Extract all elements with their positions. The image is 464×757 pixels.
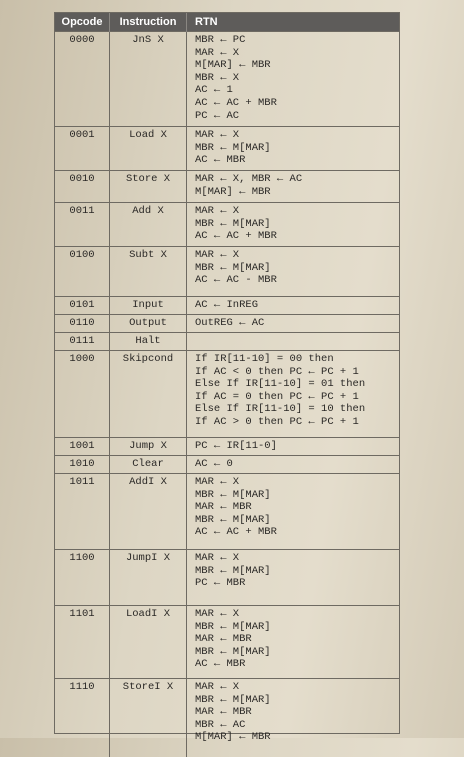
table-row — [55, 127, 399, 171]
instruction-cell: Store X — [110, 171, 187, 203]
rtn-line: MBR ← X — [195, 71, 240, 84]
instruction-cell: Clear — [110, 456, 187, 474]
opcode-cell: 1101 — [55, 606, 110, 679]
instruction-cell: AddI X — [110, 474, 187, 550]
instruction-cell: Halt — [110, 333, 187, 351]
table-row — [55, 351, 399, 438]
table-body — [55, 32, 399, 757]
opcode-cell: 1000 — [55, 351, 110, 438]
rtn-line: MBR ← AC — [195, 718, 246, 731]
rtn-line: AC ← AC + MBR — [195, 230, 277, 243]
rtn-line: MAR ← X — [195, 476, 240, 488]
opcode-cell: 0011 — [55, 203, 110, 247]
rtn-line: PC ← AC — [195, 109, 240, 122]
opcode-cell: 1110 — [55, 679, 110, 757]
rtn-cell — [187, 550, 400, 606]
rtn-cell — [187, 127, 400, 171]
rtn-line: MBR ← M[MAR] — [195, 693, 271, 706]
table-row — [55, 315, 399, 333]
rtn-line: If AC = 0 then PC ← PC + 1 — [195, 390, 359, 403]
rtn-header: RTN — [187, 13, 400, 32]
rtn-line: OutREG ← AC — [195, 317, 265, 329]
rtn-cell — [187, 679, 400, 757]
table-row — [55, 679, 399, 757]
rtn-line: PC ← IR[11-0] — [195, 440, 277, 452]
rtn-line: PC ← MBR — [195, 577, 246, 590]
opcode-cell: 0001 — [55, 127, 110, 171]
rtn-line: MAR ← X — [195, 552, 240, 564]
rtn-line: MAR ← MBR — [195, 633, 252, 646]
table-row — [55, 171, 399, 203]
rtn-line: M[MAR] ← MBR — [195, 59, 271, 72]
rtn-line: MBR ← M[MAR] — [195, 513, 271, 526]
rtn-line: MAR ← MBR — [195, 501, 252, 514]
rtn-line: MBR ← PC — [195, 34, 246, 46]
rtn-cell — [187, 247, 400, 297]
rtn-line: M[MAR] ← MBR — [195, 731, 271, 744]
table-row — [55, 606, 399, 679]
instruction-cell: Output — [110, 315, 187, 333]
rtn-line: AC ← 0 — [195, 458, 233, 470]
rtn-line: AC ← MBR — [195, 658, 246, 671]
rtn-line: MBR ← M[MAR] — [195, 645, 271, 658]
rtn-line: AC ← InREG — [195, 299, 259, 311]
rtn-line: MBR ← M[MAR] — [195, 620, 271, 633]
table-row — [55, 474, 399, 550]
rtn-line: AC ← 1 — [195, 84, 233, 97]
table-row — [55, 333, 399, 351]
rtn-line: Else If IR[11-10] = 10 then — [195, 403, 366, 416]
table-row — [55, 247, 399, 297]
instruction-cell: Load X — [110, 127, 187, 171]
rtn-line: AC ← AC + MBR — [195, 526, 277, 539]
rtn-line: If AC < 0 then PC ← PC + 1 — [195, 365, 359, 378]
rtn-cell — [187, 333, 400, 351]
rtn-line: MBR ← M[MAR] — [195, 261, 271, 274]
opcode-cell: 0010 — [55, 171, 110, 203]
rtn-line: MAR ← X — [195, 608, 240, 620]
rtn-line: MBR ← M[MAR] — [195, 217, 271, 230]
opcode-cell: 0000 — [55, 32, 110, 127]
table-row — [55, 203, 399, 247]
table-row — [55, 438, 399, 456]
instruction-cell: StoreI X — [110, 679, 187, 757]
table-row — [55, 32, 399, 127]
rtn-line: MAR ← X — [195, 681, 240, 693]
opcode-cell: 0111 — [55, 333, 110, 351]
rtn-line: AC ← AC - MBR — [195, 274, 277, 287]
rtn-line: MAR ← X — [195, 249, 240, 261]
rtn-line: AC ← AC + MBR — [195, 96, 277, 109]
opcode-cell: 0101 — [55, 297, 110, 315]
opcode-cell: 1010 — [55, 456, 110, 474]
instruction-set-table-page — [54, 12, 400, 744]
instruction-cell: JumpI X — [110, 550, 187, 606]
rtn-cell — [187, 456, 400, 474]
instruction-cell: Jump X — [110, 438, 187, 456]
opcode-cell: 1011 — [55, 474, 110, 550]
rtn-line: If AC > 0 then PC ← PC + 1 — [195, 415, 359, 428]
instruction-cell: Add X — [110, 203, 187, 247]
rtn-line: MAR ← X, MBR ← AC — [195, 173, 303, 185]
rtn-line: MBR ← M[MAR] — [195, 488, 271, 501]
instruction-cell: LoadI X — [110, 606, 187, 679]
opcode-header: Opcode — [55, 13, 110, 32]
rtn-line: MBR ← M[MAR] — [195, 564, 271, 577]
rtn-cell — [187, 32, 400, 127]
rtn-line: Else If IR[11-10] = 01 then — [195, 378, 366, 391]
instruction-set-table — [55, 13, 399, 757]
instruction-cell: JnS X — [110, 32, 187, 127]
opcode-cell: 1001 — [55, 438, 110, 456]
rtn-cell — [187, 315, 400, 333]
rtn-cell — [187, 171, 400, 203]
rtn-cell — [187, 203, 400, 247]
rtn-line: MAR ← MBR — [195, 706, 252, 719]
instruction-cell: Input — [110, 297, 187, 315]
rtn-cell — [187, 438, 400, 456]
instruction-header: Instruction — [110, 13, 187, 32]
opcode-cell: 0110 — [55, 315, 110, 333]
rtn-line: MAR ← X — [195, 205, 240, 217]
rtn-line: AC ← MBR — [195, 154, 246, 167]
rtn-cell — [187, 351, 400, 438]
rtn-line: If IR[11-10] = 00 then — [195, 353, 334, 365]
table-header-row — [55, 13, 399, 32]
instruction-cell: Skipcond — [110, 351, 187, 438]
instruction-cell: Subt X — [110, 247, 187, 297]
rtn-line: MBR ← M[MAR] — [195, 141, 271, 154]
table-row — [55, 550, 399, 606]
table-row — [55, 297, 399, 315]
rtn-line: MAR ← X — [195, 46, 240, 59]
rtn-line: M[MAR] ← MBR — [195, 185, 271, 198]
opcode-cell: 0100 — [55, 247, 110, 297]
table-row — [55, 456, 399, 474]
rtn-cell — [187, 474, 400, 550]
opcode-cell: 1100 — [55, 550, 110, 606]
rtn-cell — [187, 297, 400, 315]
rtn-cell — [187, 606, 400, 679]
rtn-line: MAR ← X — [195, 129, 240, 141]
